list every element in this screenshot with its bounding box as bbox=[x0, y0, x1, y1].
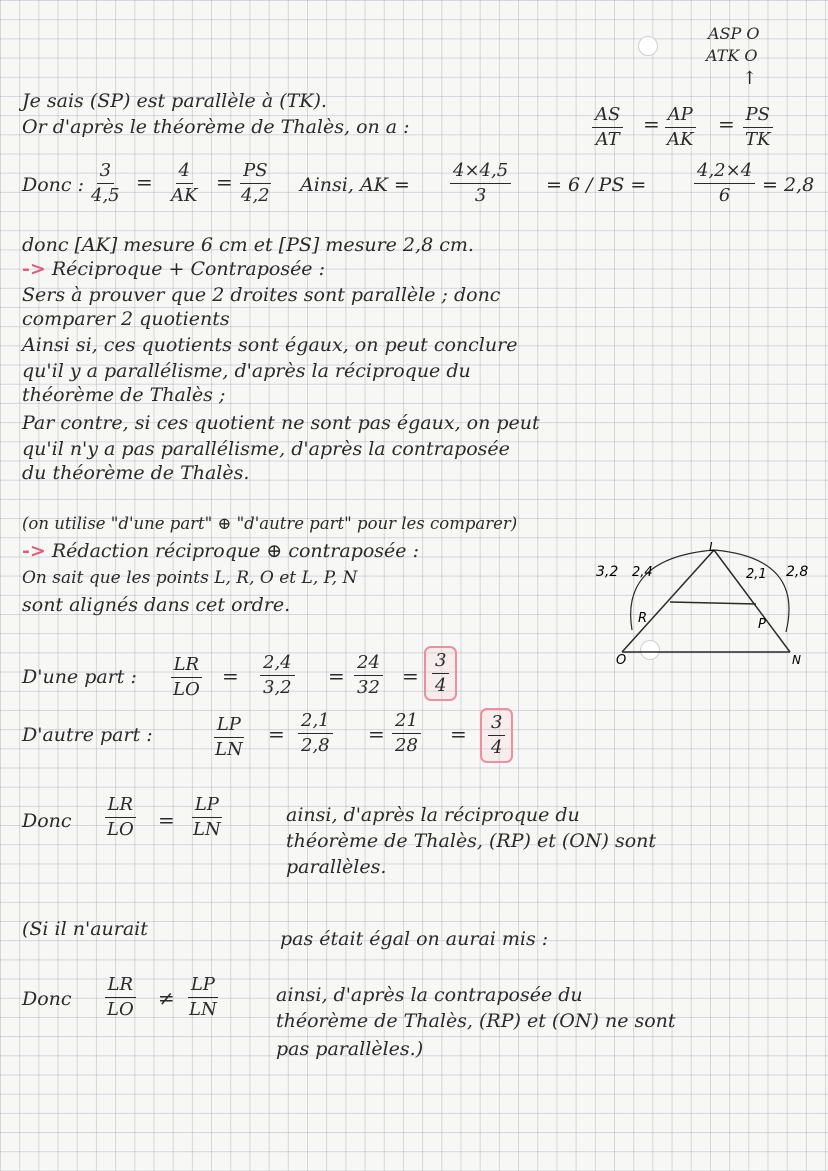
part-1-label: D'une part : bbox=[22, 666, 137, 688]
line-11: Par contre, si ces quotient ne sont pas égaux, on peut bbox=[22, 412, 540, 434]
fraction-ap-ak: $\frac{AP}{AK}$ bbox=[664, 106, 696, 149]
pink-arrow-icon: -> bbox=[22, 258, 46, 280]
equals-sign: = bbox=[368, 722, 385, 746]
line-3-ainsi: Ainsi, AK = bbox=[300, 174, 410, 196]
line-3-end: = 2,8 bbox=[762, 174, 815, 196]
fraction-24-32: $\frac{2,4}{3,2}$ bbox=[260, 654, 295, 697]
pink-arrow-icon: -> bbox=[22, 540, 46, 562]
length-3-2: 3,2 bbox=[596, 564, 619, 580]
triangle-figure bbox=[596, 540, 826, 670]
line-2: Or d'après le théorème de Thalès, on a : bbox=[22, 116, 410, 138]
highlighted-result-3-4: $\frac{3}{4}$ bbox=[424, 646, 457, 701]
line-15: -> Rédaction réciproque ⊕ contraposée : bbox=[22, 540, 419, 562]
fraction-4-ak: $\frac{4}{AK}$ bbox=[171, 160, 198, 206]
point-p-label: P bbox=[758, 617, 766, 632]
segment-l-n bbox=[714, 550, 790, 652]
equals-sign: = bbox=[216, 170, 233, 194]
fraction-lp-ln: $\frac{LP}{LN}$ bbox=[215, 714, 243, 760]
point-n-label: N bbox=[792, 653, 801, 667]
line-17: sont alignés dans cet ordre. bbox=[22, 594, 291, 616]
corner-note-top: ASP O bbox=[708, 24, 760, 43]
length-2-8: 2,8 bbox=[786, 564, 809, 580]
fraction-ps-42: $\frac{PS}{4,2}$ bbox=[241, 160, 270, 206]
conclusion-line-2: théorème de Thalès, (RP) et (ON) sont bbox=[286, 830, 657, 852]
fraction-ps-tk: $\frac{PS}{TK}$ bbox=[742, 106, 773, 149]
equals-sign: = bbox=[222, 664, 239, 688]
line-4: donc [AK] mesure 6 cm et [PS] mesure 2,8 cm. bbox=[22, 234, 474, 256]
equals-sign: = bbox=[328, 664, 345, 688]
line-5: -> Réciproque + Contraposée : bbox=[22, 258, 325, 280]
line-14: (on utilise "d'une part" ⊕ "d'autre part" pour les comparer) bbox=[22, 514, 518, 533]
conclusion-line-5: théorème de Thalès, (RP) et (ON) ne sont bbox=[276, 1010, 676, 1032]
conclusion-line-6: pas parallèles.) bbox=[276, 1038, 424, 1060]
fraction-lp-ln: $\frac{LP}{LN}$ bbox=[193, 794, 221, 840]
binder-hole-top bbox=[638, 36, 658, 56]
point-r-label: R bbox=[638, 611, 648, 626]
length-2-1: 2,1 bbox=[746, 567, 767, 582]
si-line-a: (Si il n'aurait bbox=[22, 918, 148, 940]
fraction-lr-lo: $\frac{LR}{LO}$ bbox=[170, 656, 203, 699]
fraction-lp-ln: $\frac{LP}{LN}$ bbox=[189, 974, 217, 1020]
line-13: du théorème de Thalès. bbox=[22, 462, 250, 484]
equals-sign: = bbox=[718, 112, 735, 136]
fraction-ps-calc: $\frac{4,2\times 4}{6}$ bbox=[694, 162, 755, 205]
line-1: Je sais (SP) est parallèle à (TK). bbox=[22, 90, 327, 112]
line-12: qu'il n'y a pas parallélisme, d'après la contraposée bbox=[22, 438, 510, 460]
line-7: comparer 2 quotients bbox=[22, 308, 230, 330]
line-8: Ainsi si, ces quotients sont égaux, on peut conclure bbox=[22, 334, 518, 356]
conclusion-line-4: ainsi, d'après la contraposée du bbox=[276, 984, 583, 1006]
line-3-prefix: Donc : bbox=[22, 174, 84, 196]
part-2-label: D'autre part : bbox=[22, 724, 153, 746]
fraction-21-28: $\frac{2,1}{2,8}$ bbox=[298, 712, 333, 755]
highlighted-result-3-4: $\frac{3}{4}$ bbox=[480, 708, 513, 763]
equals-sign: = bbox=[158, 808, 175, 832]
donc-label: Donc bbox=[22, 810, 72, 832]
fraction-3-45: $\frac{3}{4,5}$ bbox=[91, 160, 120, 206]
segment-r-p bbox=[670, 602, 756, 604]
line-3-eq6: = 6 / PS = bbox=[546, 174, 647, 196]
fraction-lr-lo: $\frac{LR}{LO}$ bbox=[104, 796, 137, 839]
si-line-b: pas était égal on aurai mis : bbox=[280, 928, 549, 950]
not-equal-sign: ≠ bbox=[158, 986, 175, 1010]
fraction-24-32-b: $\frac{24}{32}$ bbox=[354, 654, 383, 697]
equals-sign: = bbox=[136, 170, 153, 194]
fraction-as-at: $\frac{AS}{AT}$ bbox=[592, 106, 623, 149]
point-l-label: L bbox=[709, 540, 716, 554]
equals-sign: = bbox=[268, 722, 285, 746]
arc-right bbox=[714, 550, 789, 632]
equals-sign: = bbox=[450, 722, 467, 746]
donc-label-2: Donc bbox=[22, 988, 72, 1010]
length-2-4: 2,4 bbox=[632, 565, 653, 580]
line-10: théorème de Thalès ; bbox=[22, 384, 226, 406]
point-o-label: O bbox=[616, 653, 627, 668]
fraction-21-28-b: $\frac{21}{28}$ bbox=[392, 712, 421, 755]
line-9: qu'il y a parallélisme, d'après la réciproque du bbox=[22, 360, 471, 382]
corner-note-bottom: ATK O bbox=[706, 46, 758, 65]
fraction-lr-lo: $\frac{LR}{LO}$ bbox=[104, 976, 137, 1019]
corner-arrow: ↑ bbox=[742, 68, 758, 89]
conclusion-line-1: ainsi, d'après la réciproque du bbox=[286, 804, 580, 826]
equals-sign: = bbox=[643, 112, 660, 136]
line-6: Sers à prouver que 2 droites sont parallèle ; donc bbox=[22, 284, 501, 306]
fraction-ak-calc: $\frac{4\times 4,5}{3}$ bbox=[450, 162, 511, 205]
conclusion-line-3: parallèles. bbox=[286, 856, 387, 878]
equals-sign: = bbox=[402, 664, 419, 688]
line-16: On sait que les points L, R, O et L, P, N bbox=[22, 568, 358, 588]
